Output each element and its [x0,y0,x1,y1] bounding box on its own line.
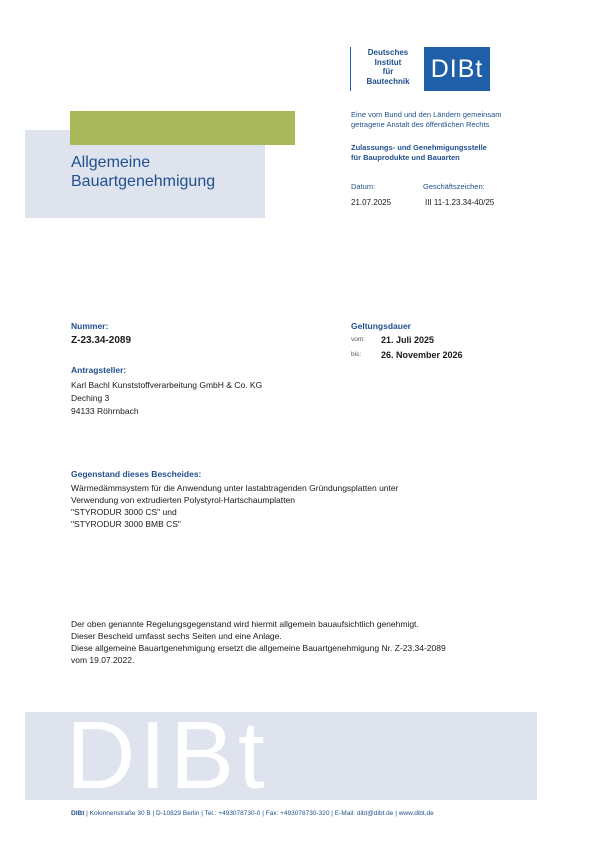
institute-name [357,48,419,86]
validity-to-value: 26. November 2026 [381,350,463,360]
subject-line-2: Verwendung von extrudierten Polystyrol-Hartschaumplatten [71,495,295,505]
department-line-1: Zulassungs- und Genehmigungsstelle [351,143,487,152]
closing-line-2: Dieser Bescheid umfasst sechs Seiten und eine Anlage. [71,631,282,641]
closing-line-3: Diese allgemeine Bauartgenehmigung ersetzt die allgemeine Bauartgenehmigung Nr. Z-23.34-2089 [71,643,446,653]
dibt-logo-mark: DIBt [430,54,484,83]
validity-to-label: bis: [351,351,362,358]
subject-text [71,482,531,530]
applicant-line-2: Deching 3 [71,393,110,403]
footer-brand: DIBt [71,810,85,817]
institute-name-line-4: Bautechnik [366,76,410,86]
date-value: 21.07.2025 [351,198,392,207]
document-title-line-1: Allgemeine [71,154,151,171]
number-label: Nummer: [71,321,109,331]
subject-line-1: Wärmedämmsystem für die Anwendung unter lastabtragenden Gründungsplatten unter [71,483,399,493]
document-title-line-2: Bauartgenehmigung [71,173,216,190]
reference-value: III 11-1.23.34-40/25 [425,198,495,207]
applicant-line-1: Karl Bachl Kunststoffverarbeitung GmbH & Co. KG [71,380,263,390]
applicant-address [71,379,371,418]
subject-line-3: "STYRODUR 3000 CS" und [71,507,177,517]
department-line-2: für Bauprodukte und Bauarten [351,153,460,162]
subject-label: Gegenstand dieses Bescheides: [71,469,202,479]
org-description-line-2: getragene Anstalt des öffentlichen Rechts [351,120,490,129]
footer-address: | Kolonnenstraße 30 B | D-10829 Berlin | Tel.: +493078730-0 | Fax: +493078730-320 | E-Mail: dibt@dibt.de | www.dibt.de [84,810,434,817]
document-title [71,153,271,191]
closing-line-1: Der oben genannte Regelungsgegenstand wird hiermit allgemein bauaufsichtlich genehmigt. [71,619,419,629]
applicant-line-3: 94133 Röhrnbach [71,406,139,416]
date-label: Datum: [351,182,376,191]
number-value: Z-23.34-2089 [71,335,132,346]
validity-label: Geltungsdauer [351,321,411,331]
department [351,143,551,163]
institute-name-line-1: Deutsches [367,48,409,57]
org-description [351,110,551,130]
validity-from-label: vom: [351,336,366,343]
dibt-logo [424,47,490,91]
footer-watermark-logo: DIBt [66,702,269,809]
institute-name-line-2: Institut [374,57,402,67]
org-description-line-1: Eine vom Bund und den Ländern gemeinsam [351,110,502,119]
subject-line-4: "STYRODUR 3000 BMB CS" [71,519,181,529]
institute-name-line-3: für [382,67,394,76]
footer-contact [71,810,434,817]
title-accent-bar [70,111,295,145]
logo-divider [350,47,351,91]
closing-line-4: vom 19.07.2022. [71,655,135,665]
applicant-label: Antragsteller: [71,365,127,375]
validity-from-value: 21. Juli 2025 [381,335,435,345]
reference-label: Geschäftszeichen: [423,182,485,191]
closing-text [71,618,541,666]
